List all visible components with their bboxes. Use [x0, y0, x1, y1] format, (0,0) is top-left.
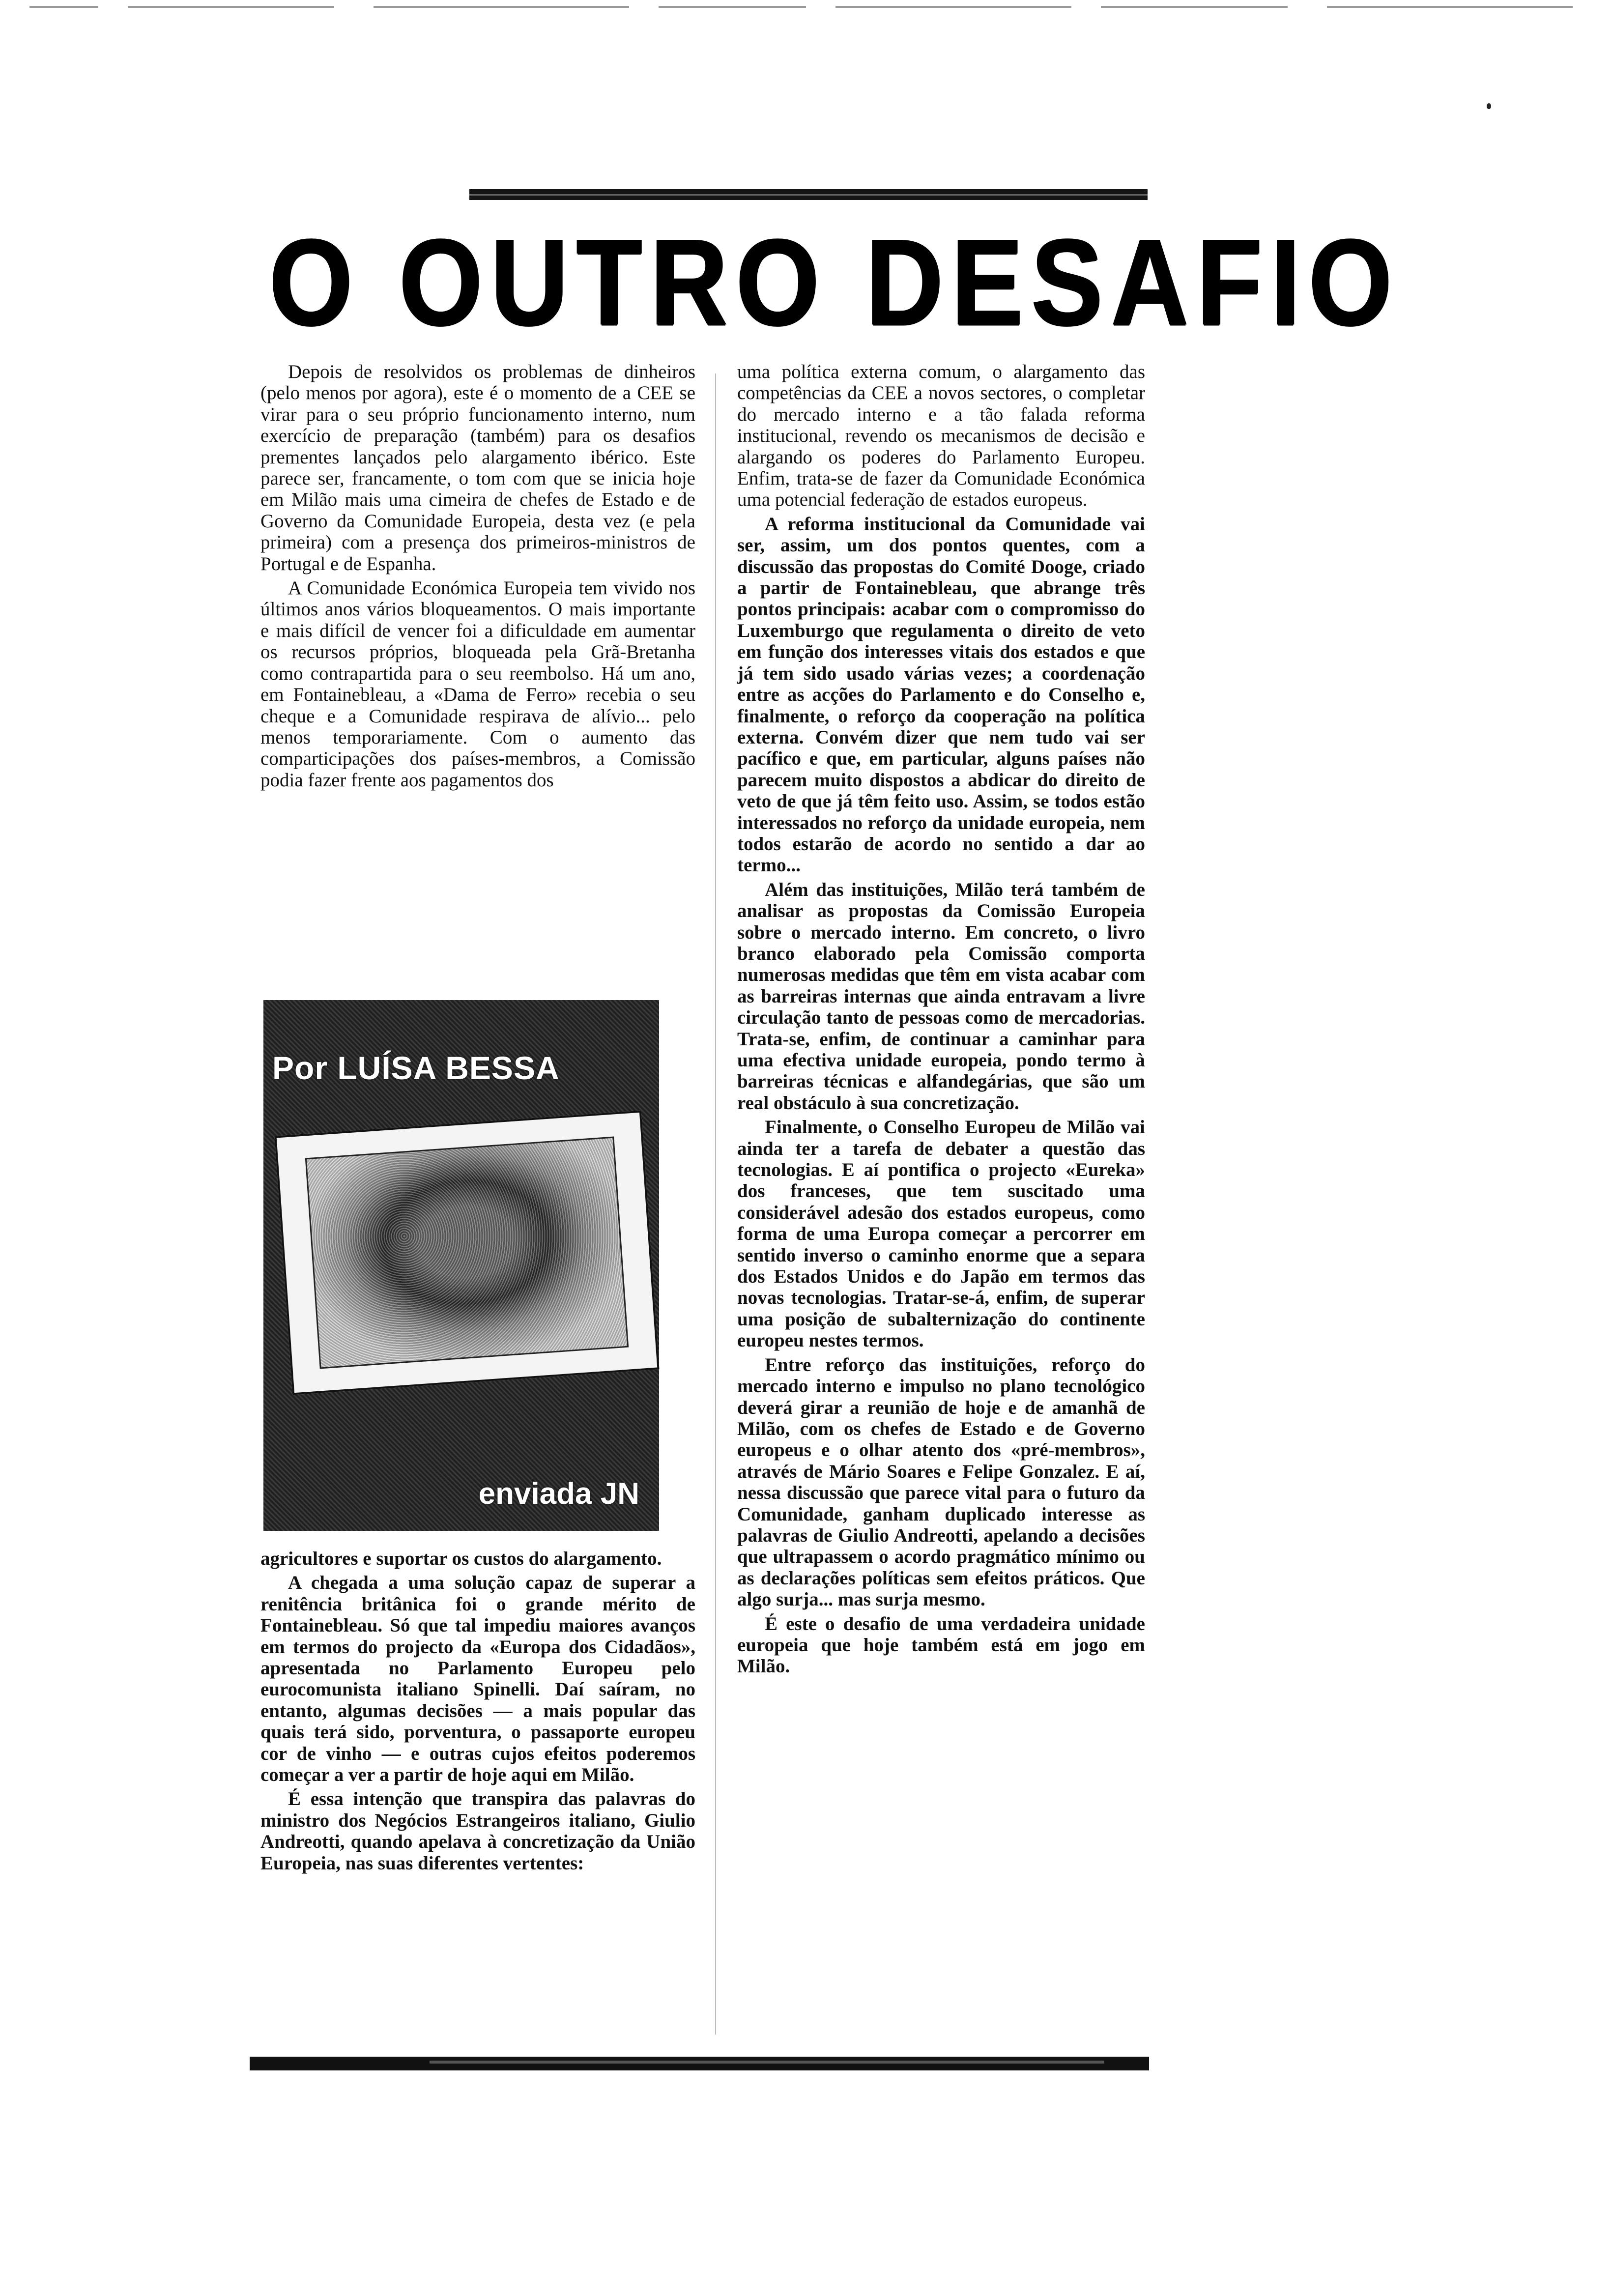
author-portrait [305, 1137, 629, 1369]
paragraph: Além das instituições, Milão terá também de analisar as propostas da Comissão Europeia sobre o mercado interno. Em concreto, o livro branco elaborado pela Comissão comporta numerosas medidas que têm em vista acabar com as barreiras internas que ainda entravam a livre circulação tanto de pessoas como de mercadorias. Trata-se, enfim, de continuar a caminhar para uma efectiva unidade europeia, pondo termo à barreiras técnicas e alfandegárias, que são um real obstáculo à sua concretização. [737, 879, 1145, 1114]
paragraph: É este o desafio de uma verdadeira unidade europeia que hoje também está em jogo em Milão. [737, 1613, 1145, 1677]
photo-credit: enviada JN [478, 1477, 639, 1511]
left-column-bottom [260, 1548, 695, 1877]
headline: O OUTRO DESAFIO [269, 213, 1401, 351]
column-divider [715, 373, 716, 2035]
paragraph: Depois de resolvidos os problemas de dinheiros (pelo menos por agora), este é o momento de a CEE se virar para o seu próprio funcionamento interno, num exercício de preparação (também) para os desafios prementes lançados pelo alargamento ibérico. Este parece ser, francamente, o tom com que se inicia hoje em Milão mais uma cimeira de chefes de Estado e de Governo da Comunidade Europeia, desta vez (e pela primeira) com a presença dos primeiros-ministros de Portugal e de Espanha. [260, 361, 695, 574]
right-column [737, 361, 1145, 1680]
paragraph: agricultores e suportar os custos do alargamento. [260, 1548, 662, 1569]
scan-speck [1487, 103, 1491, 109]
paragraph: Finalmente, o Conselho Europeu de Milão vai ainda ter a tarefa de debater a questão das tecnologias. E aí pontifica o projecto «Eureka» dos franceses, que tem suscitado uma considerável adesão dos estados europeus, como forma de uma Europa começar a percorrer em sentido inverso o caminho enorme que a separa dos Estados Unidos e do Japão em termos das novas tecnologias. Tratar-se-á, enfim, de superar uma posição de subalternização do continente europeu nestes termos. [737, 1117, 1145, 1351]
paragraph: A Comunidade Económica Europeia tem vivido nos últimos anos vários bloqueamentos. O mais importante e mais difícil de vencer foi a dificuldade em aumentar os recursos próprios, bloqueada pela Grã-Bretanha como contrapartida para o seu reembolso. Há um ano, em Fontainebleau, a «Dama de Ferro» recebia o seu cheque e a Comunidade respirava de alívio... pelo menos temporariamente. Com o aumento das comparticipações dos países-membros, a Comissão podia fazer frente aos pagamentos dos [260, 577, 695, 791]
paragraph: A chegada a uma solução capaz de superar a renitência britânica foi o grande mérito de Fontainebleau. Só que tal impediu maiores avanços em termos do projecto da «Europa dos Cidadãos», apresentada no Parlamento Europeu pelo eurocomunista italiano Spinelli. Daí saíram, no entanto, algumas decisões — a mais popular das quais terá sido, porventura, o passaporte europeu cor de vinho — e outras cujos efeitos poderemos começar a ver a partir de hoje aqui em Milão. [260, 1572, 695, 1786]
byline: Por LUÍSA BESSA [272, 1050, 560, 1086]
top-rule [469, 189, 1148, 200]
paragraph: Entre reforço das instituições, reforço do mercado interno e impulso no plano tecnológico deverá girar a reunião de hoje e de amanhã de Milão, com os chefes de Estado e de Governo europeus e o olhar atento dos «pré-membros», através de Mário Soares e Felipe Gonzalez. E aí, nessa discussão que parece vital para o futuro da Comunidade, ganham duplicado interesse as palavras de Giulio Andreotti, apelando a decisões que ultrapassem o acordo pragmático mínimo ou as declarações políticas sem efeitos práticos. Que algo surja... mas surja mesmo. [737, 1354, 1145, 1610]
paragraph: É essa intenção que transpira das palavras do ministro dos Negócios Estrangeiros italiano, Giulio Andreotti, quando apelava à concretização da União Europeia, nas suas diferentes vertentes: [260, 1788, 695, 1874]
paragraph: A reforma institucional da Comunidade vai ser, assim, um dos pontos quentes, com a discussão das propostas do Comité Dooge, criado a partir de Fontainebleau, que abrange três pontos principais: acabar com o compromisso do Luxemburgo que regulamenta o direito de veto em função dos interesses vitais dos estados e que já tem sido usado várias vezes; a coordenação entre as acções do Parlamento e do Conselho e, finalmente, o reforço da cooperação na política externa. Convém dizer que nem tudo vai ser pacífico e que, em particular, alguns países não parecem muito dispostos a abdicar do direito de veto de que já têm feito uso. Assim, se todos estão interessados no reforço da unidade europeia, nem todos estarão de acordo no sentido a dar ao termo... [737, 513, 1145, 876]
author-photo-box [263, 1000, 659, 1531]
portrait-frame [274, 1111, 659, 1395]
paragraph: uma política externa comum, o alargamento das competências da CEE a novos sectores, o completar do mercado interno e a tão falada reforma institucional, revendo os mecanismos de decisão e alargando os poderes do Parlamento Europeu. Enfim, trata-se de fazer da Comunidade Económica uma potencial federação de estados europeus. [737, 361, 1145, 511]
left-column-top [260, 361, 695, 794]
bottom-rule [250, 2057, 1149, 2070]
scan-edge-marks [0, 0, 1612, 15]
